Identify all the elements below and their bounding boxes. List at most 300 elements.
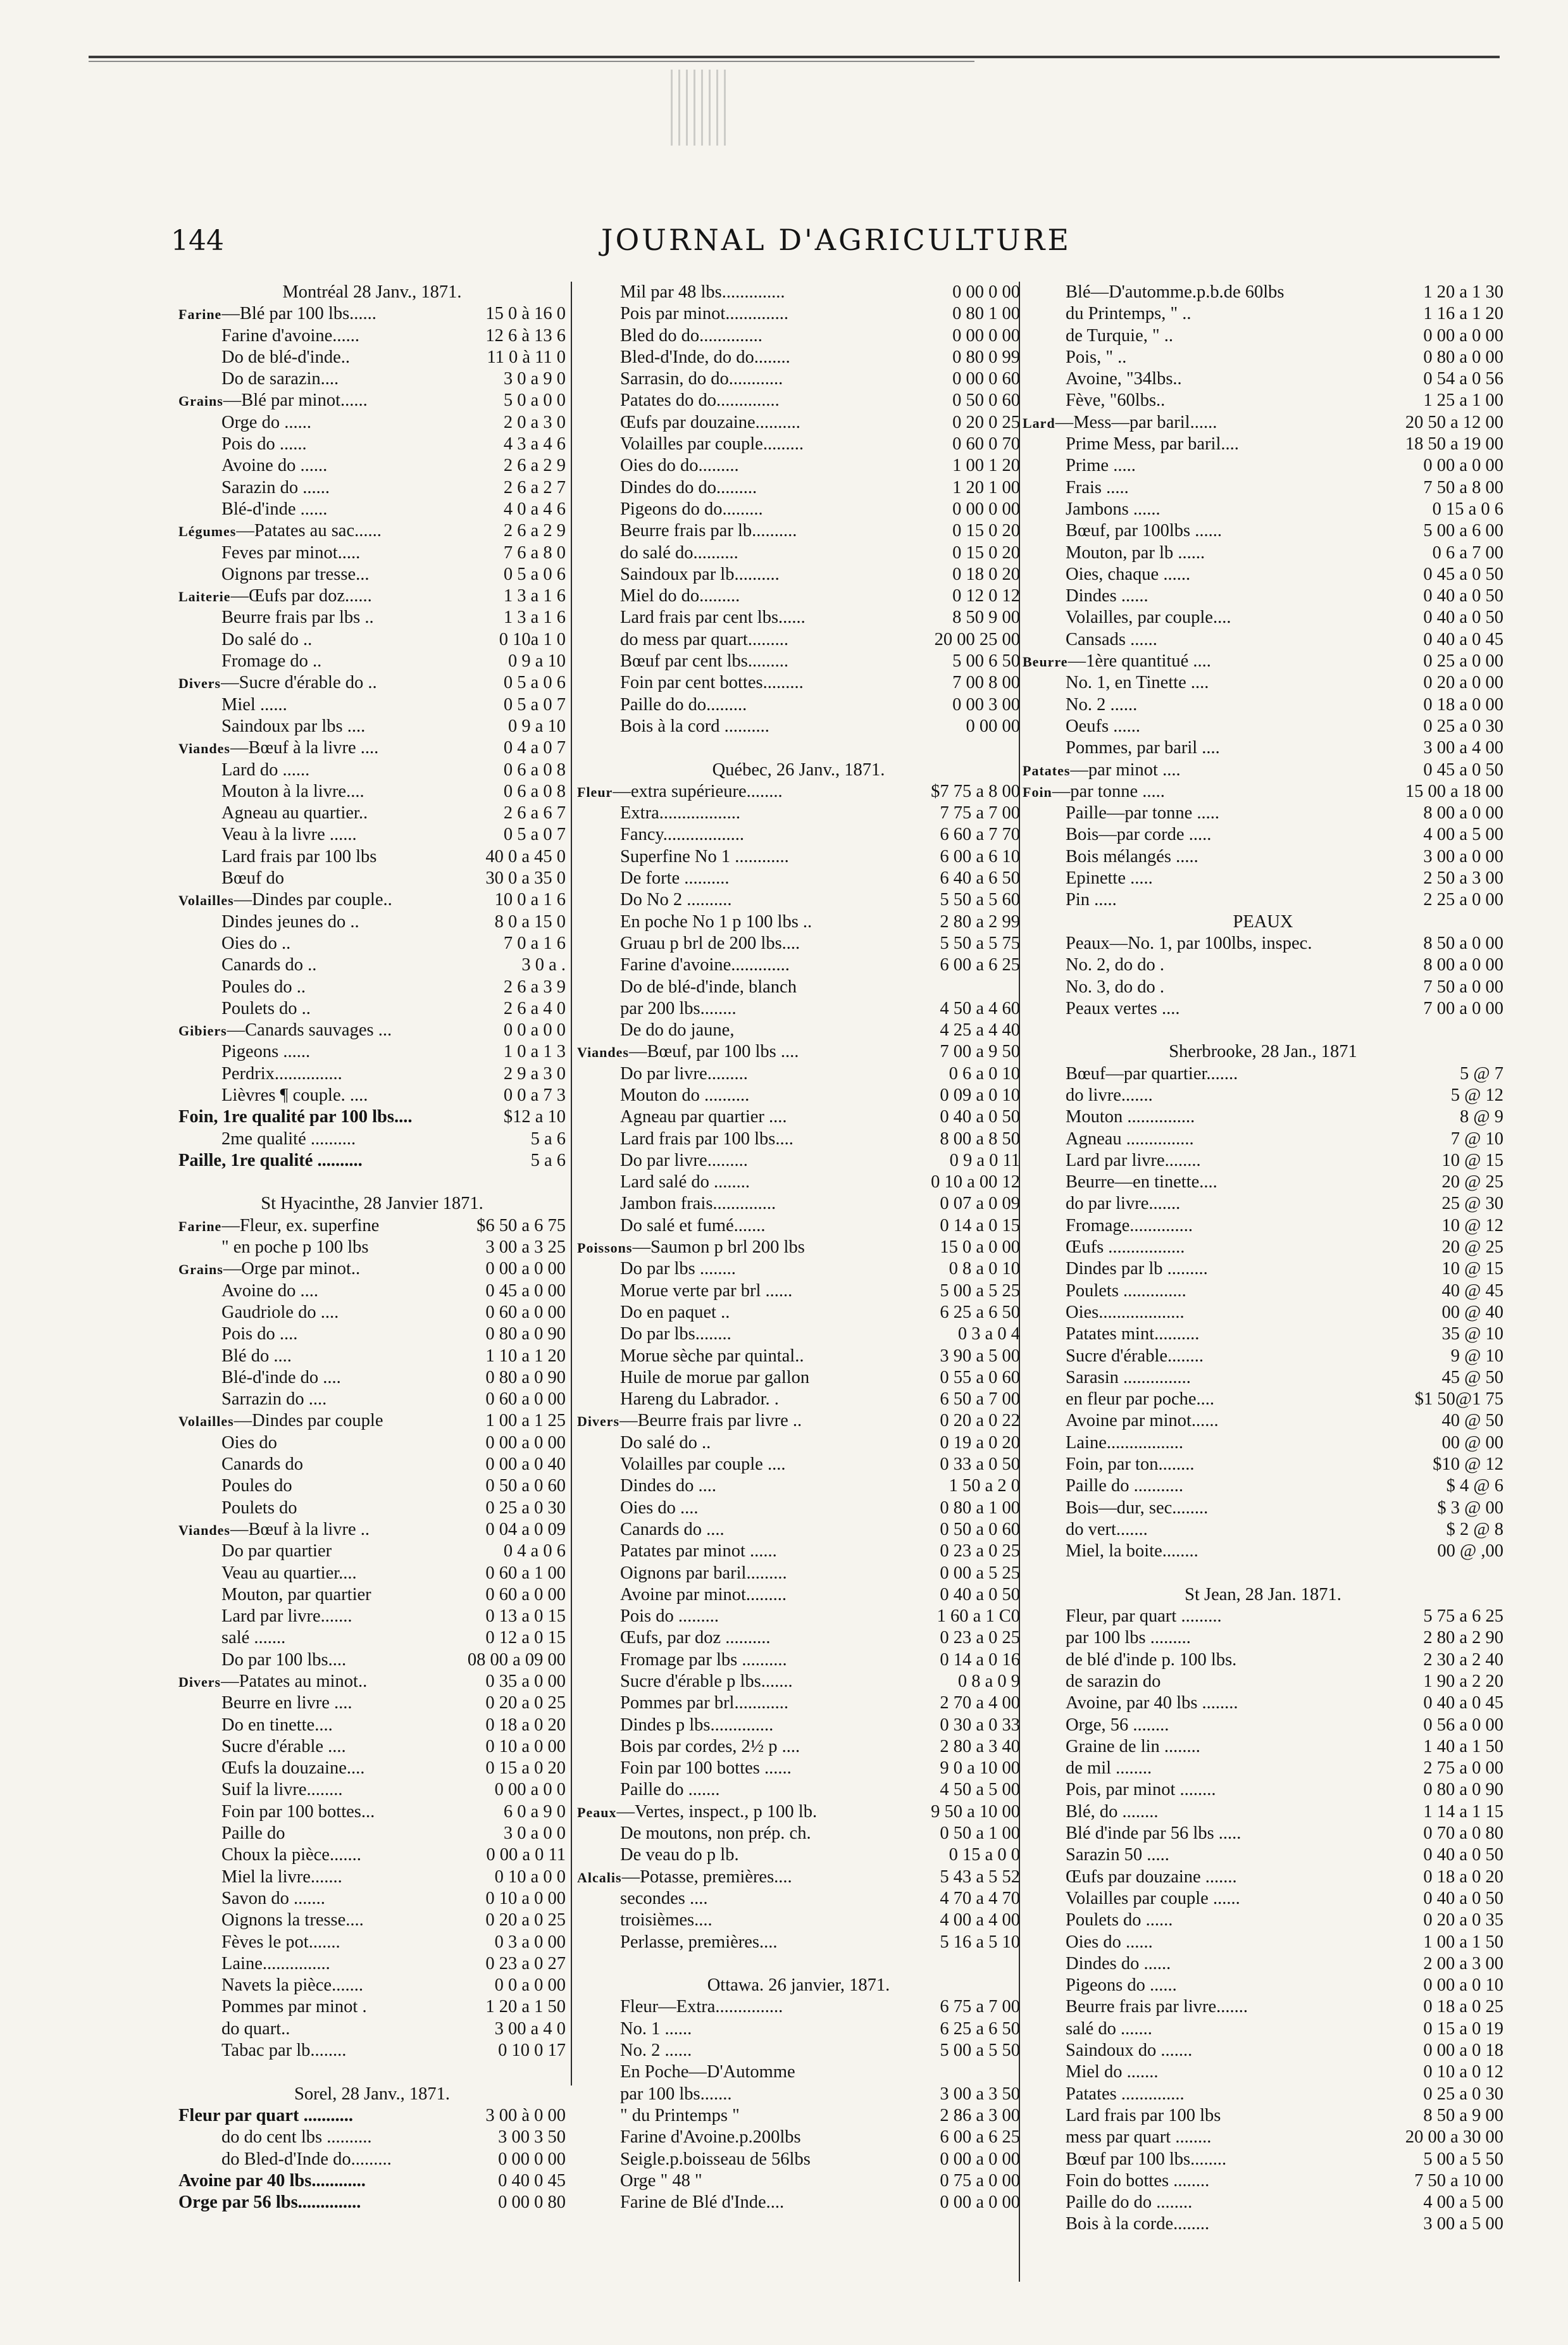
price-row xyxy=(1023,1627,1503,1649)
price-row xyxy=(1023,2061,1503,2083)
price-value: 0 20 a 0 25 xyxy=(485,1910,566,1930)
price-value: 0 00 0 80 xyxy=(498,2192,566,2213)
item-label: Farine d'avoine...... xyxy=(221,325,360,346)
price-row xyxy=(1023,1953,1503,1975)
spacer xyxy=(178,2061,566,2083)
price-row xyxy=(178,1237,566,1258)
price-row xyxy=(577,1692,1020,1714)
price-value: 0 50 a 0 60 xyxy=(940,1519,1020,1539)
price-value: 9 0 a 10 00 xyxy=(940,1758,1020,1779)
item-label: Jambons ...... xyxy=(1066,499,1160,519)
price-row xyxy=(178,1823,566,1844)
price-value: 0 80 a 0 00 xyxy=(1423,347,1503,367)
price-value: 10 @ 15 xyxy=(1441,1150,1503,1170)
price-value: 0 60 a 0 00 xyxy=(485,1302,566,1322)
price-row xyxy=(1023,1454,1503,1475)
item-label: Lard frais par 100 lbs xyxy=(221,846,377,866)
price-row xyxy=(178,1867,566,1888)
price-value: 1 25 a 1 00 xyxy=(1423,391,1503,411)
price-row xyxy=(1023,1172,1503,1193)
price-row xyxy=(1023,1975,1503,1996)
item-label: Pigeons do do......... xyxy=(620,499,763,519)
item-label: Miel do do......... xyxy=(620,586,740,606)
item-label: Prime ..... xyxy=(1066,456,1136,476)
item-label: Sucre d'érable .... xyxy=(221,1736,346,1756)
item-label: Œufs par douzaine ....... xyxy=(1066,1867,1237,1887)
price-row xyxy=(178,347,566,368)
price-row xyxy=(1023,1671,1503,1692)
price-value: 5 a 6 xyxy=(530,1150,566,1170)
price-row xyxy=(1023,1498,1503,1519)
price-value: 0 23 a 0 27 xyxy=(485,1953,566,1973)
price-value: 0 00 a 0 00 xyxy=(1423,456,1503,476)
price-value: 6 25 a 6 50 xyxy=(940,2018,1020,2039)
item-label: Laine............... xyxy=(221,1953,330,1973)
price-value: 5 00 a 5 25 xyxy=(940,1280,1020,1301)
price-row xyxy=(577,1432,1020,1454)
price-row xyxy=(1023,1932,1503,1953)
item-label: Paille—par tonne ..... xyxy=(1066,803,1219,823)
price-value: 7 50 a 8 00 xyxy=(1423,477,1503,497)
price-row xyxy=(178,585,566,607)
item-label: Dindes p lbs.............. xyxy=(620,1715,774,1735)
item-label: Blé—D'automme.p.b.de 60lbs xyxy=(1066,282,1285,302)
item-label: Œufs ................. xyxy=(1066,1237,1185,1258)
price-row xyxy=(577,803,1020,824)
item-label: Huile de morue par gallon xyxy=(620,1367,810,1387)
price-row xyxy=(178,1779,566,1801)
price-value: 5 0 a 0 0 xyxy=(503,391,566,411)
price-row xyxy=(577,651,1020,672)
price-row xyxy=(178,2105,566,2127)
item-label: —Canards sauvages ... xyxy=(227,1020,392,1041)
price-row xyxy=(178,1801,566,1823)
price-row xyxy=(1023,1150,1503,1172)
price-value: 6 00 a 6 10 xyxy=(940,846,1020,866)
price-row xyxy=(178,2149,566,2170)
price-value: 25 @ 30 xyxy=(1441,1194,1503,1214)
price-value: 4 50 a 5 00 xyxy=(940,1780,1020,1800)
item-label: do Bled-d'Inde do......... xyxy=(221,2149,392,2169)
item-label: Morue sèche par quintal.. xyxy=(620,1346,804,1366)
price-value: 5 @ 12 xyxy=(1450,1085,1503,1105)
price-value: 0 45 a 0 50 xyxy=(1423,564,1503,584)
price-row xyxy=(577,977,1020,998)
item-label: En Poche—D'Automme xyxy=(620,2062,795,2082)
item-label: Mouton do .......... xyxy=(620,1085,750,1105)
price-row xyxy=(178,499,566,520)
price-value: 20 @ 25 xyxy=(1441,1172,1503,1192)
market-header-label: St Jean, 28 Jan. 1871. xyxy=(1185,1584,1341,1604)
item-label: Fleur par quart ........... xyxy=(178,2105,354,2125)
item-label: Peaux—No. 1, par 100lbs, inspec. xyxy=(1066,933,1312,953)
price-value: 8 00 a 0 00 xyxy=(1423,803,1503,823)
item-label: Œufs, par doz .......... xyxy=(620,1628,771,1648)
item-label: Pommes par brl............ xyxy=(620,1693,788,1713)
item-label: Do par lbs........ xyxy=(620,1324,731,1344)
price-row xyxy=(178,1063,566,1085)
price-value: 0 10 a 0 0 xyxy=(494,1867,566,1887)
item-label: Dindes ...... xyxy=(1066,586,1148,606)
price-value: 3 00 à 0 00 xyxy=(485,2105,566,2125)
price-row xyxy=(1023,868,1503,889)
item-label: Lard do ...... xyxy=(221,760,310,780)
item-label: Feves par minot..... xyxy=(221,542,361,563)
price-row xyxy=(1023,1323,1503,1345)
price-value: 0 15 a 0 0 xyxy=(949,1845,1020,1865)
middle-column xyxy=(577,282,1020,2213)
price-row xyxy=(577,368,1020,390)
price-row xyxy=(1023,1237,1503,1258)
price-row xyxy=(577,781,1020,803)
price-value: 0 00 a 0 18 xyxy=(1423,2041,1503,2061)
item-label: Pommes par minot . xyxy=(221,1997,367,2017)
price-row xyxy=(1023,1519,1503,1541)
item-label: Farine d'avoine............. xyxy=(620,955,790,975)
item-label: Pois do ...... xyxy=(221,434,307,454)
price-row xyxy=(1023,2170,1503,2192)
item-label: Foin, 1re qualité par 100 lbs.... xyxy=(178,1107,413,1127)
category-label: Beurre xyxy=(1023,654,1068,670)
price-row xyxy=(178,2170,566,2192)
price-value: 1 3 a 1 6 xyxy=(503,586,566,606)
price-row xyxy=(577,1041,1020,1063)
price-row xyxy=(1023,1715,1503,1736)
price-value: 1 90 a 2 20 xyxy=(1423,1672,1503,1691)
item-label: Do de blé-d'inde, blanch xyxy=(620,977,797,997)
price-value: 0 35 a 0 00 xyxy=(485,1672,566,1691)
item-label: Oignons par baril......... xyxy=(620,1563,787,1583)
price-row xyxy=(577,1541,1020,1562)
price-row xyxy=(178,1432,566,1454)
top-rule xyxy=(89,56,1500,58)
price-value: 2 6 a 2 9 xyxy=(503,521,566,541)
item-label: —Vertes, inspect., p 100 lb. xyxy=(616,1801,818,1822)
price-value: 0 8 a 0 9 xyxy=(957,1672,1020,1691)
price-row xyxy=(1023,2127,1503,2148)
price-row xyxy=(577,911,1020,933)
price-row xyxy=(1023,803,1503,824)
item-label: do do cent lbs .......... xyxy=(221,2127,372,2148)
item-label: Seigle.p.boisseau de 56lbs xyxy=(620,2149,811,2169)
price-row xyxy=(577,520,1020,542)
price-value: 0 8 a 0 10 xyxy=(949,1259,1020,1279)
item-label: Sarazin 50 ..... xyxy=(1066,1845,1169,1865)
item-label: mess par quart ........ xyxy=(1066,2127,1212,2148)
item-label: No. 2, do do . xyxy=(1066,955,1164,975)
price-row xyxy=(577,1172,1020,1193)
price-value: $ 4 @ 6 xyxy=(1446,1476,1503,1496)
item-label: Sarasin ............... xyxy=(1066,1367,1191,1387)
price-value: 0 75 a 0 00 xyxy=(940,2170,1020,2191)
item-label: Jambon frais.............. xyxy=(620,1194,776,1214)
price-value: $ 3 @ 00 xyxy=(1437,1498,1503,1518)
price-value: 0 6 a 0 8 xyxy=(503,781,566,801)
item-label: Paille do xyxy=(221,1823,285,1844)
item-label: Dindes jeunes do .. xyxy=(221,911,359,932)
price-row xyxy=(1023,1692,1503,1714)
price-row xyxy=(178,1454,566,1475)
price-row xyxy=(1023,760,1503,781)
price-row xyxy=(1023,1432,1503,1454)
price-row xyxy=(577,1606,1020,1627)
market-header xyxy=(178,282,566,303)
price-value: 0 40 a 0 50 xyxy=(940,1584,1020,1604)
price-row xyxy=(178,1563,566,1584)
price-row xyxy=(178,2040,566,2061)
price-value: 0 18 0 20 xyxy=(952,564,1020,584)
item-label: De forte .......... xyxy=(620,868,730,889)
price-row xyxy=(577,1323,1020,1345)
category-label: Patates xyxy=(1023,762,1071,779)
price-row xyxy=(178,1258,566,1280)
item-label: —Blé par minot...... xyxy=(223,391,368,411)
item-label: Mouton, par lb ...... xyxy=(1066,542,1205,563)
price-row xyxy=(178,368,566,390)
price-row xyxy=(178,1975,566,1996)
item-label: En poche No 1 p 100 lbs .. xyxy=(620,911,812,932)
price-row xyxy=(1023,1085,1503,1106)
item-label: Poules do .. xyxy=(221,977,306,997)
price-value: 20 50 a 12 00 xyxy=(1405,412,1503,432)
price-row xyxy=(1023,1541,1503,1562)
price-row xyxy=(577,716,1020,737)
price-value: 5 50 a 5 75 xyxy=(940,933,1020,953)
price-row xyxy=(178,1736,566,1758)
price-row xyxy=(1023,477,1503,499)
price-value: 4 70 a 4 70 xyxy=(940,1888,1020,1908)
item-label: Do salé do .. xyxy=(620,1432,711,1453)
price-row xyxy=(1023,2040,1503,2061)
market-header-label: PEAUX xyxy=(1233,911,1293,932)
price-value: 0 5 a 0 6 xyxy=(503,673,566,693)
price-row xyxy=(1023,998,1503,1020)
price-row xyxy=(178,1606,566,1627)
price-row xyxy=(577,2149,1020,2170)
price-value: 0 15 a 0 20 xyxy=(485,1758,566,1779)
item-label: Epinette ..... xyxy=(1066,868,1153,889)
price-row xyxy=(178,933,566,954)
price-value: 0 13 a 0 15 xyxy=(485,1606,566,1627)
price-row xyxy=(1023,716,1503,737)
market-header xyxy=(1023,1041,1503,1063)
price-row xyxy=(1023,455,1503,477)
category-label: Alcalis xyxy=(577,1869,622,1885)
category-label: Peaux xyxy=(577,1804,617,1820)
price-value: $1 50@1 75 xyxy=(1414,1389,1503,1410)
price-value: 0 60 a 0 00 xyxy=(485,1584,566,1604)
price-value: 0 3 a 0 00 xyxy=(494,1932,566,1952)
price-row xyxy=(577,998,1020,1020)
item-label: Pommes, par baril .... xyxy=(1066,738,1220,758)
item-label: Orge do ...... xyxy=(221,412,311,432)
price-value: 0 18 a 0 20 xyxy=(485,1715,566,1735)
item-label: do quart.. xyxy=(221,2018,290,2039)
price-row xyxy=(1023,1410,1503,1432)
price-row xyxy=(577,2061,1020,2083)
price-value: 0 12 0 12 xyxy=(952,586,1020,606)
price-value: 0 70 a 0 80 xyxy=(1423,1823,1503,1844)
price-row xyxy=(1023,889,1503,911)
category-label: Divers xyxy=(178,1674,221,1690)
price-row xyxy=(1023,607,1503,628)
item-label: Beurre en livre .... xyxy=(221,1693,352,1713)
price-value: 0 00 a 0 00 xyxy=(485,1432,566,1453)
price-row xyxy=(178,2018,566,2040)
price-row xyxy=(1023,1801,1503,1823)
price-row xyxy=(1023,954,1503,976)
item-label: Do No 2 .......... xyxy=(620,890,732,910)
item-label: Dindes do .... xyxy=(620,1476,716,1496)
price-row xyxy=(577,868,1020,889)
item-label: De do do jaune, xyxy=(620,1020,735,1041)
price-row xyxy=(178,1910,566,1931)
price-row xyxy=(577,455,1020,477)
price-row xyxy=(178,1584,566,1606)
price-value: 0 55 a 0 60 xyxy=(940,1367,1020,1387)
item-label: Foin par 100 bottes... xyxy=(221,1801,375,1822)
price-value: 0 40 a 0 45 xyxy=(1423,629,1503,649)
price-row xyxy=(178,477,566,499)
item-label: Foin par 100 bottes ...... xyxy=(620,1758,792,1779)
price-value: 2 30 a 2 40 xyxy=(1423,1649,1503,1670)
price-row xyxy=(1023,1302,1503,1323)
price-row xyxy=(178,760,566,781)
price-value: 0 60 a 0 00 xyxy=(485,1389,566,1410)
price-row xyxy=(178,434,566,455)
market-header-label: St Hyacinthe, 28 Janvier 1871. xyxy=(261,1194,483,1214)
price-row xyxy=(1023,2149,1503,2170)
item-label: Oies do ...... xyxy=(1066,1932,1153,1952)
price-value: 10 @ 12 xyxy=(1441,1215,1503,1235)
price-row xyxy=(1023,1389,1503,1410)
item-label: Gaudriole do .... xyxy=(221,1302,339,1322)
price-value: 0 40 a 0 45 xyxy=(1423,1693,1503,1713)
price-value: 2 00 a 3 00 xyxy=(1423,1953,1503,1973)
price-row xyxy=(178,1367,566,1389)
item-label: Graine de lin ........ xyxy=(1066,1736,1200,1756)
price-value: 8 50 a 9 00 xyxy=(1423,2105,1503,2125)
item-label: Do salé et fumé....... xyxy=(620,1215,766,1235)
price-value: 5 00 a 5 50 xyxy=(940,2041,1020,2061)
price-row xyxy=(577,1237,1020,1258)
price-row xyxy=(577,282,1020,303)
price-row xyxy=(577,1844,1020,1866)
price-value: 1 40 a 1 50 xyxy=(1423,1736,1503,1756)
price-value: 0 33 a 0 50 xyxy=(940,1454,1020,1475)
price-value: 2 80 a 2 99 xyxy=(940,911,1020,932)
price-row xyxy=(577,1498,1020,1519)
price-value: 0 4 a 0 7 xyxy=(503,738,566,758)
category-label: Laiterie xyxy=(178,589,231,605)
item-label: Agneau au quartier.. xyxy=(221,803,368,823)
price-row xyxy=(178,1541,566,1562)
price-value: 0 3 a 0 4 xyxy=(957,1324,1020,1344)
price-value: 0 18 a 0 25 xyxy=(1423,1997,1503,2017)
price-value: 0 00 0 00 xyxy=(952,325,1020,346)
spacer xyxy=(1023,1020,1503,1041)
price-row xyxy=(178,1715,566,1736)
price-row xyxy=(1023,1823,1503,1844)
price-row xyxy=(577,1389,1020,1410)
price-value: 1 20 1 00 xyxy=(952,477,1020,497)
price-row xyxy=(577,542,1020,564)
item-label: Pin ..... xyxy=(1066,890,1117,910)
price-value: 0 0 a 0 0 xyxy=(503,1020,566,1041)
price-value: 0 40 a 0 50 xyxy=(1423,1888,1503,1908)
price-value: 0 0 a 7 3 xyxy=(503,1085,566,1105)
item-label: du Printemps, " .. xyxy=(1066,304,1192,324)
item-label: Mouton ............... xyxy=(1066,1107,1195,1127)
price-row xyxy=(178,629,566,651)
price-value: 3 90 a 5 00 xyxy=(940,1346,1020,1366)
item-label: Avoine do .... xyxy=(221,1280,319,1301)
item-label: Cansads ...... xyxy=(1066,629,1157,649)
price-value: 15 00 a 18 00 xyxy=(1405,781,1503,801)
item-label: Prime Mess, par baril.... xyxy=(1066,434,1239,454)
price-value: 8 00 a 8 50 xyxy=(940,1129,1020,1149)
price-value: 5 43 a 5 52 xyxy=(940,1867,1020,1887)
price-value: 2 50 a 3 00 xyxy=(1423,868,1503,889)
price-row xyxy=(178,1346,566,1367)
item-label: Bœuf par cent lbs......... xyxy=(620,651,788,672)
item-label: Avoine do ...... xyxy=(221,456,328,476)
price-value: 0 00 a 0 00 xyxy=(940,2149,1020,2169)
spacer xyxy=(1023,1563,1503,1584)
price-row xyxy=(178,998,566,1020)
item-label: Choux la pièce....... xyxy=(221,1845,361,1865)
price-row xyxy=(577,2084,1020,2105)
price-value: 0 25 a 0 30 xyxy=(1423,716,1503,736)
price-value: 8 50 9 00 xyxy=(952,608,1020,628)
price-value: 0 50 0 60 xyxy=(952,391,1020,411)
item-label: Morue verte par brl ...... xyxy=(620,1280,793,1301)
item-label: Lièvres ¶ couple. .... xyxy=(221,1085,368,1105)
price-row xyxy=(577,564,1020,585)
price-row xyxy=(577,1106,1020,1128)
price-row xyxy=(178,1649,566,1671)
price-value: 2 86 a 3 00 xyxy=(940,2105,1020,2125)
price-row xyxy=(577,1280,1020,1302)
item-label: do salé do.......... xyxy=(620,542,738,563)
item-label: Farine de Blé d'Inde.... xyxy=(620,2192,785,2213)
price-value: 0 00 a 0 00 xyxy=(1423,325,1503,346)
item-label: Fromage.............. xyxy=(1066,1215,1193,1235)
item-label: salé ....... xyxy=(221,1628,286,1648)
item-label: Bœuf par 100 lbs........ xyxy=(1066,2149,1227,2169)
price-row xyxy=(178,672,566,694)
price-value: 0 40 0 45 xyxy=(498,2170,566,2191)
price-value: 0 10 a 0 00 xyxy=(485,1888,566,1908)
price-row xyxy=(178,1953,566,1975)
price-value: $6 50 a 6 75 xyxy=(476,1215,566,1235)
price-value: 0 80 a 1 00 xyxy=(940,1498,1020,1518)
price-row xyxy=(1023,1844,1503,1866)
item-label: Bois par cordes, 2½ p .... xyxy=(620,1736,800,1756)
category-label: Grains xyxy=(178,1261,223,1278)
price-value: 0 20 a 0 35 xyxy=(1423,1910,1503,1930)
price-value: 15 0 a 0 00 xyxy=(940,1237,1020,1258)
item-label: Blé d'inde par 56 lbs ..... xyxy=(1066,1823,1241,1844)
price-row xyxy=(577,1758,1020,1779)
item-label: Pois, par minot ........ xyxy=(1066,1780,1216,1800)
item-label: Avoine par minot...... xyxy=(1066,1411,1219,1431)
price-row xyxy=(178,1106,566,1128)
price-value: 0 5 a 0 6 xyxy=(503,564,566,584)
category-label: Poissons xyxy=(577,1240,633,1256)
item-label: No. 1 ...... xyxy=(620,2018,692,2039)
price-row xyxy=(577,954,1020,976)
